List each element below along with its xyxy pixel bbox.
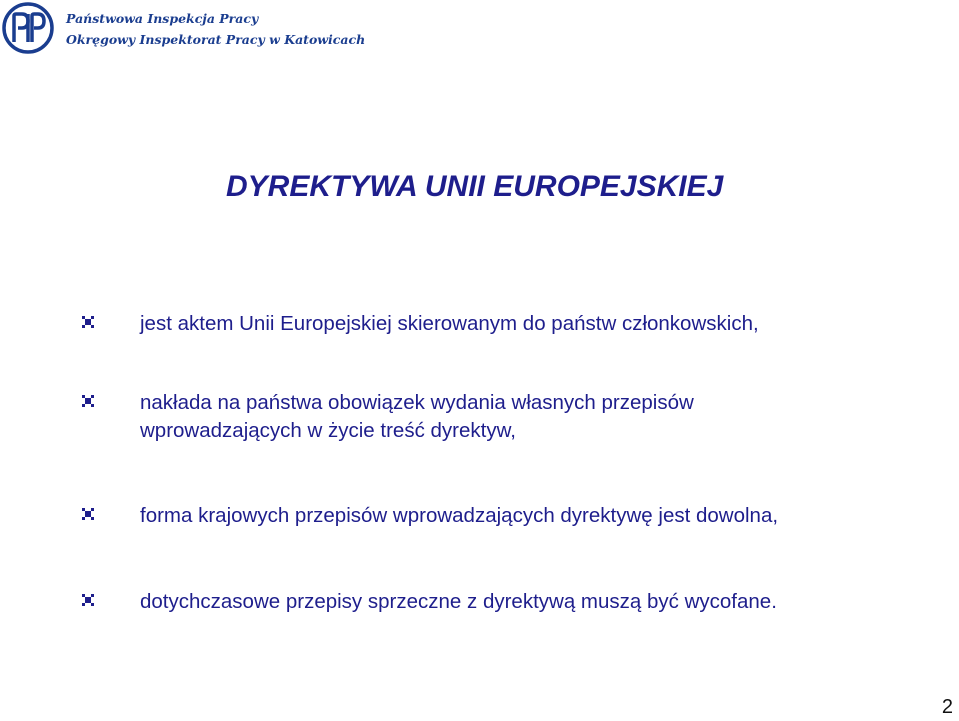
bullet-text: dotychczasowe przepisy sprzeczne z dyrektywą muszą być wycofane. bbox=[140, 590, 777, 613]
bullet-text: jest aktem Unii Europejskiej skierowanym do państw członkowskich, bbox=[140, 312, 759, 335]
checker-bullet-icon bbox=[82, 594, 94, 606]
bullet-text: forma krajowych przepisów wprowadzających dyrektywę jest dowolna, bbox=[140, 504, 779, 527]
slide-title: DYREKTYWA UNII EUROPEJSKIEJ bbox=[226, 170, 724, 203]
organization-name bbox=[66, 8, 365, 50]
page-number: 2 bbox=[941, 696, 953, 718]
checker-bullet-icon bbox=[82, 316, 94, 328]
bullet-text: wprowadzających w życie treść dyrektyw, bbox=[140, 419, 516, 442]
org-line-2: Okręgowy Inspektorat Pracy w Katowicach bbox=[66, 32, 366, 47]
checker-bullet-icon bbox=[82, 395, 94, 407]
pip-logo-icon bbox=[2, 2, 54, 54]
checker-bullet-icon bbox=[82, 508, 94, 520]
bullet-text: nakłada na państwa obowiązek wydania własnych przepisów bbox=[140, 391, 694, 414]
org-line-1: Państwowa Inspekcja Pracy bbox=[66, 11, 259, 26]
